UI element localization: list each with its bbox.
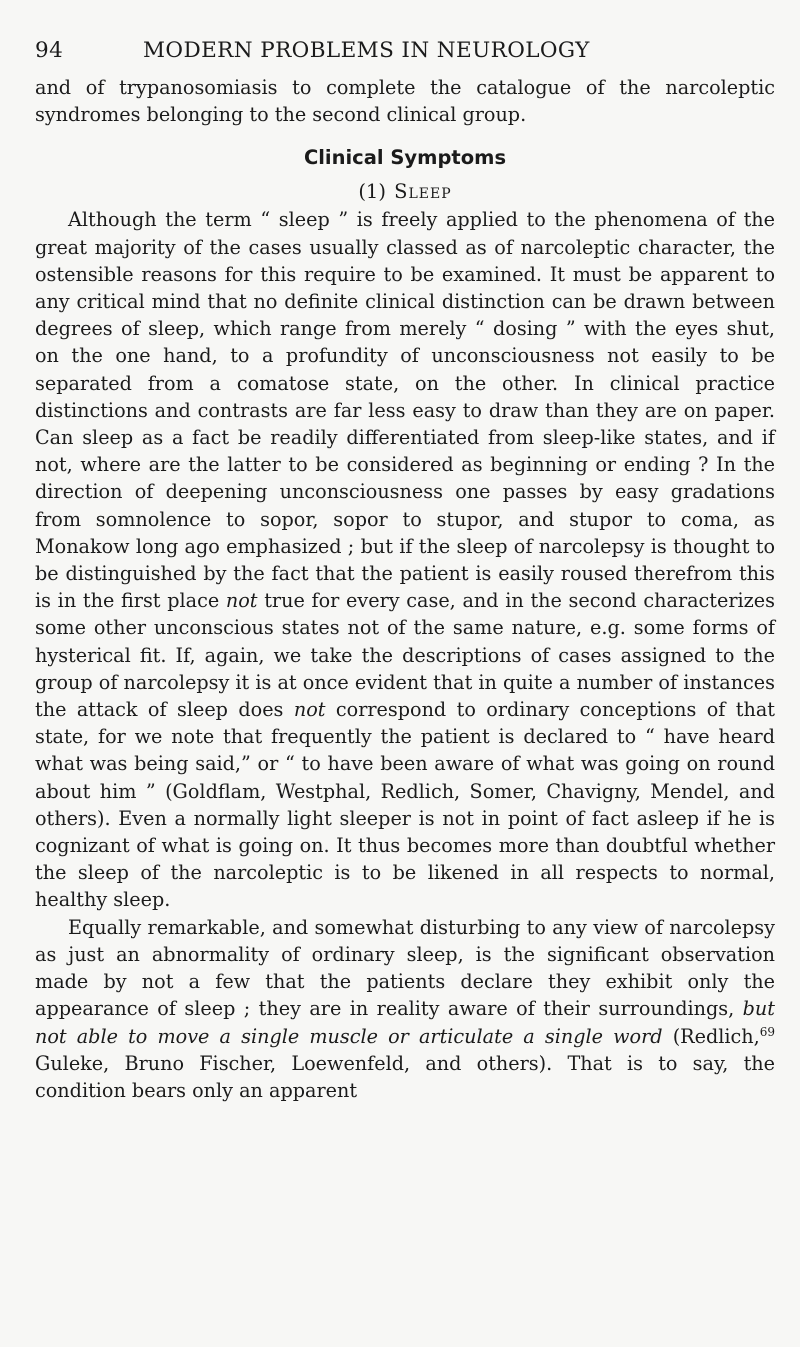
footnote-marker: 69 [759, 1024, 776, 1039]
paragraph-1-text-2: true for every case, and in the second characterizes some other unconscious states not of the same nature, e.g. some forms of hysterical fit. If, again, we take the descriptions of cases assigned to the group of narcolepsy it is at once evident that in quite a number of instances the attack of sleep does [35, 589, 775, 722]
subsection-title: Sleep [394, 180, 452, 204]
subsection-number: (1) [358, 180, 386, 204]
paragraph-2-text-2: (Redlich, [672, 1024, 760, 1048]
paragraph-sleep-term [35, 206, 775, 913]
paragraph-apparent-sleep [35, 914, 775, 1104]
page-header [35, 38, 775, 74]
paragraph-2-text-3: Guleke, Bruno Fischer, Loewenfeld, and others). That is to say, the condition bears only an apparent [35, 1051, 775, 1102]
paragraph-2-text-1: Equally remarkable, and somewhat disturbing to any view of narcolepsy as just an abnormality of ordinary sleep, is the significant observation made by not a few that the patients declare they exhibit only the appearance of sleep ; they are in reality aware of their surroundings, [35, 915, 775, 1021]
paragraph-1-text-3: correspond to ordinary conceptions of that state, for we note that frequently the patient is declared to “ have heard what was being said,” or “ to have been aware of what was going on round about him ” (Goldflam, Westphal, Redlich, Somer, Chavigny, Mendel, and others). Even a normally light sleeper is not in point of fact asleep if he is cognizant of what is going on. It thus becomes more than doubtful whether the sleep of the narcoleptic is to be likened in all respects to normal, healthy sleep. [35, 698, 775, 912]
paragraph-1-text-1: Although the term “ sleep ” is freely applied to the phenomena of the great majority of the cases usually classed as of narcoleptic character, the ostensible reasons for this require to be examined. It must be apparent to any critical mind that no definite clinical distinction can be drawn between degrees of sleep, which range from merely “ dosing ” with the eyes shut, on the one hand, to a profundity of unconsciousness not easily to be separated from a comatose state, on the other. In clinical practice distinctions and contrasts are far less easy to draw than they are on paper. Can sleep as a fact be readily differentiated from sleep-like states, and if not, where are the latter to be considered as beginning or ending ? In the direction of deepening unconsciousness one passes by easy gradations from somnolence to sopor, sopor to stupor, and stupor to coma, as Monakow long ago emphasized ; but if the sleep of narcolepsy is thought to be distinguished by the fact that the patient is easily roused therefrom this is in the first place [35, 208, 775, 613]
paragraph-1-italic-1: not [225, 589, 258, 613]
running-head: MODERN PROBLEMS IN NEUROLOGY [143, 38, 590, 63]
page-number: 94 [35, 38, 64, 63]
opening-paragraph: and of trypanosomiasis to complete the catalogue of the narcoleptic syndromes belonging to the second clinical group. [35, 76, 775, 127]
subsection-heading [35, 178, 775, 205]
paragraph-2-italic: but not able to move a single muscle or articulate a single word [35, 997, 775, 1048]
section-heading: Clinical Symptoms [303, 146, 507, 170]
book-page [35, 38, 775, 1104]
paragraph-1-italic-2: not [293, 698, 326, 722]
